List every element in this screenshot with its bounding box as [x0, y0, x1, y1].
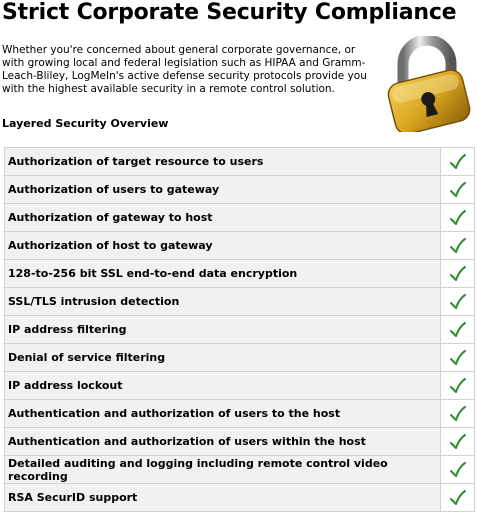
table-row: [5, 428, 475, 456]
checkmark-icon: [449, 321, 467, 339]
feature-label: Authentication and authorization of users to the host: [5, 400, 441, 428]
check-cell: [441, 204, 475, 232]
feature-label: Detailed auditing and logging including remote control video recording: [5, 456, 441, 484]
section-heading: Layered Security Overview: [2, 117, 169, 130]
check-cell: [441, 232, 475, 260]
check-cell: [441, 484, 475, 512]
table-row: [5, 288, 475, 316]
feature-label: SSL/TLS intrusion detection: [5, 288, 441, 316]
check-cell: [441, 148, 475, 176]
feature-label: 128-to-256 bit SSL end-to-end data encryption: [5, 260, 441, 288]
check-cell: [441, 456, 475, 484]
feature-label: Denial of service filtering: [5, 344, 441, 372]
checkmark-icon: [449, 237, 467, 255]
checkmark-icon: [449, 461, 467, 479]
table-row: [5, 232, 475, 260]
checkmark-icon: [449, 265, 467, 283]
check-cell: [441, 400, 475, 428]
table-row: [5, 372, 475, 400]
checkmark-icon: [449, 433, 467, 451]
checkmark-icon: [449, 377, 467, 395]
feature-label: Authorization of users to gateway: [5, 176, 441, 204]
padlock-icon: [383, 36, 475, 132]
table-row: [5, 456, 475, 484]
table-row: [5, 260, 475, 288]
feature-label: RSA SecurID support: [5, 484, 441, 512]
check-cell: [441, 372, 475, 400]
check-cell: [441, 176, 475, 204]
checkmark-icon: [449, 349, 467, 367]
feature-label: IP address filtering: [5, 316, 441, 344]
table-row: [5, 204, 475, 232]
table-row: [5, 400, 475, 428]
checkmark-icon: [449, 293, 467, 311]
feature-label: IP address lockout: [5, 372, 441, 400]
table-row: [5, 484, 475, 512]
checkmark-icon: [449, 489, 467, 507]
check-cell: [441, 428, 475, 456]
page-title: Strict Corporate Security Compliance: [2, 0, 457, 25]
table-row: [5, 148, 475, 176]
check-cell: [441, 260, 475, 288]
feature-label: Authorization of gateway to host: [5, 204, 441, 232]
checkmark-icon: [449, 181, 467, 199]
check-cell: [441, 288, 475, 316]
check-cell: [441, 344, 475, 372]
feature-label: Authorization of host to gateway: [5, 232, 441, 260]
checkmark-icon: [449, 405, 467, 423]
feature-label: Authorization of target resource to users: [5, 148, 441, 176]
security-features-table: [4, 147, 475, 512]
feature-label: Authentication and authorization of users within the host: [5, 428, 441, 456]
table-row: [5, 316, 475, 344]
table-row: [5, 344, 475, 372]
intro-paragraph: Whether you're concerned about general corporate governance, or with growing local and federal legislation such as HIPAA and Gramm-Leach-Bliley, LogMeIn's active defense security protocols provide you with the highest available security in a remote control solution.: [2, 44, 367, 95]
check-cell: [441, 316, 475, 344]
checkmark-icon: [449, 153, 467, 171]
table-row: [5, 176, 475, 204]
checkmark-icon: [449, 209, 467, 227]
